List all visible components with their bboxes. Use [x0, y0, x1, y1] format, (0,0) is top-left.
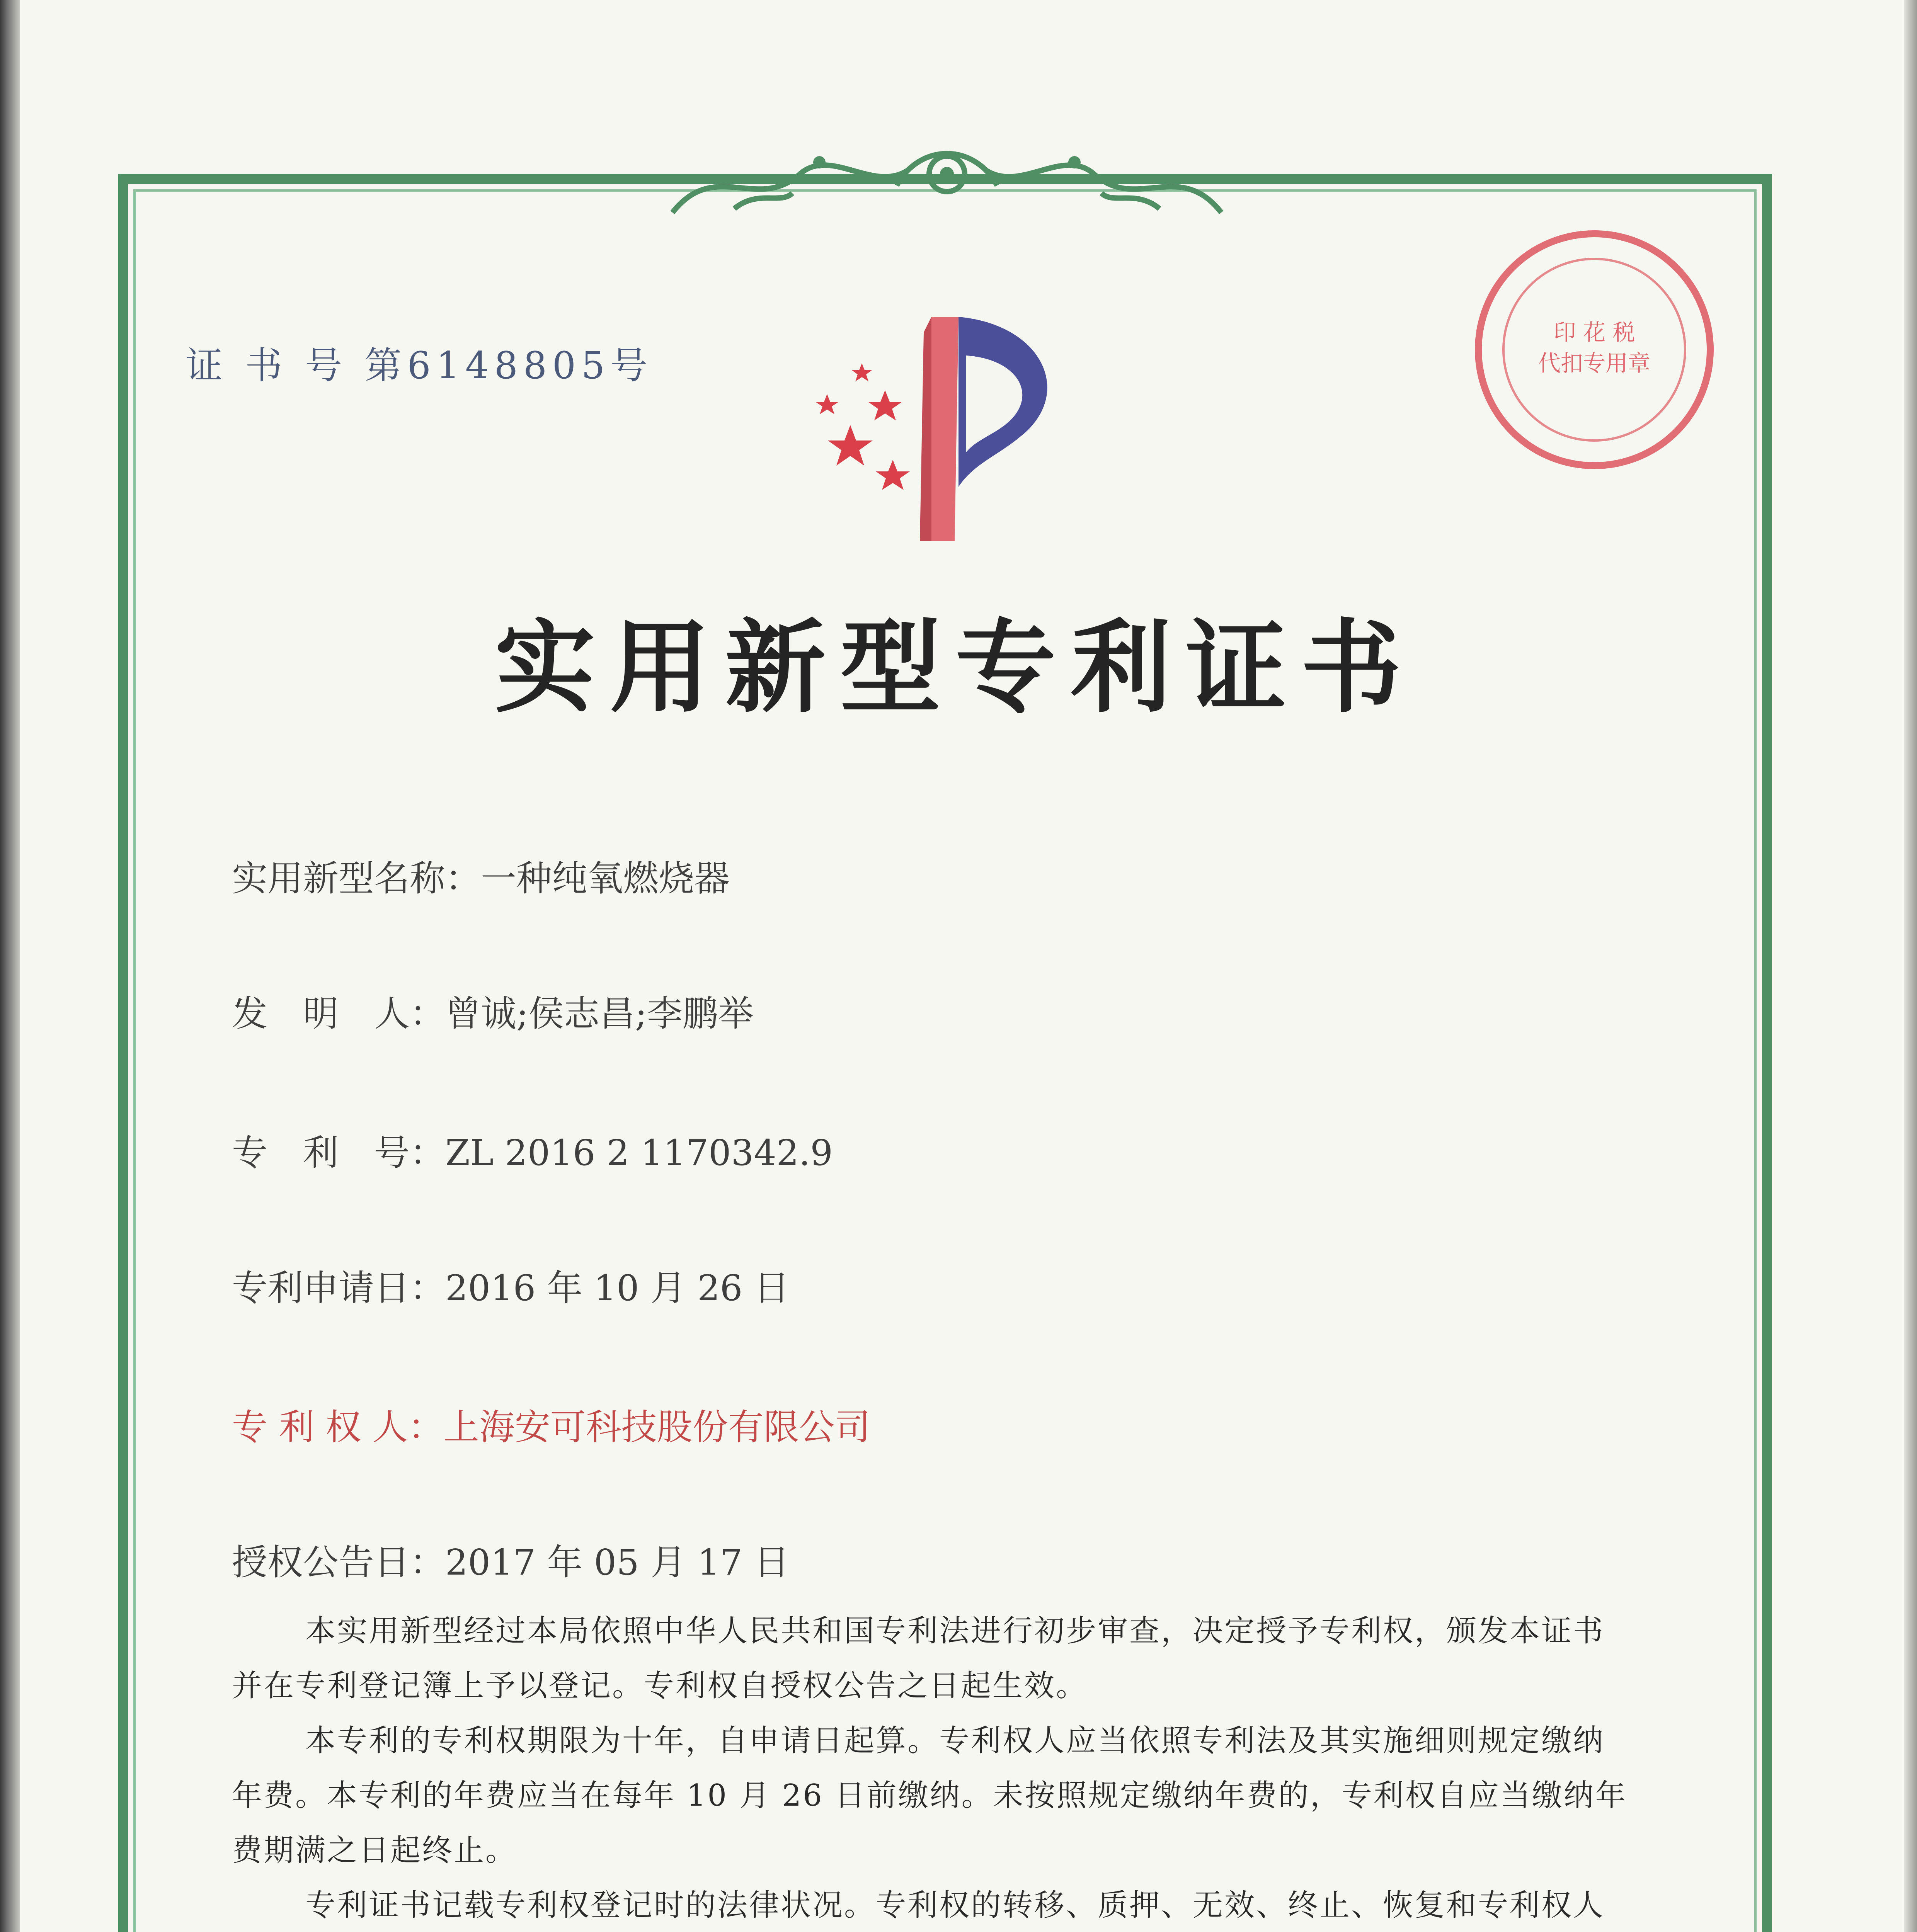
patentee-row: [232, 1399, 870, 1450]
body-paragraph-1: 本实用新型经过本局依照中华人民共和国专利法进行初步审查，决定授予专利权，颁发本证书并在专利登记簿上予以登记。专利权自授权公告之日起生效。: [232, 1614, 1605, 1703]
utility-model-name-row: [232, 850, 730, 901]
grant-date-row: [232, 1534, 790, 1585]
patentee-value: 上海安可科技股份有限公司: [443, 1406, 870, 1448]
filing-date-row: [232, 1260, 790, 1311]
patent-number-row: [232, 1124, 833, 1175]
body-paragraph-3: 专利证书记载专利权登记时的法律状况。专利权的转移、质押、无效、终止、恢复和专利权人: [305, 1888, 1605, 1923]
grant-date-label: 授权公告日：: [232, 1542, 446, 1583]
filing-date-value: 2016 年 10 月 26 日: [445, 1267, 790, 1309]
body-paragraph-2: 本专利的专利权期限为十年，自申请日起算。专利权人应当依照专利法及其实施细则规定缴纳年费。本专利的年费应当在每年 10 月 26 日前缴纳。未按照规定缴纳年费的，专利权自应当缴纳年费期满之日起终止。: [232, 1723, 1627, 1868]
inventor-label: 发 明 人：: [232, 993, 446, 1034]
filing-date-label: 专利申请日：: [232, 1267, 446, 1309]
certificate-body: [232, 1604, 1631, 1932]
sipo-emblem-icon: [804, 309, 1098, 549]
patent-number-value: ZL 2016 2 1170342.9: [445, 1132, 833, 1173]
patentee-label: 专 利 权 人：: [232, 1406, 444, 1448]
svg-text:代扣专用章: 代扣专用章: [1538, 350, 1651, 376]
grant-date-value: 2017 年 05 月 17 日: [445, 1542, 790, 1583]
utility-model-name-value: 一种纯氧燃烧器: [481, 858, 730, 899]
svg-text:印 花 税: 印 花 税: [1553, 319, 1635, 345]
inventor-value: 曾诚;侯志昌;李鹏举: [445, 993, 754, 1034]
certificate-title: 实用新型专利证书: [495, 610, 1416, 726]
scan-edge-right: [1904, 0, 1917, 1932]
tax-stamp-seal-icon: [1469, 224, 1720, 475]
inventor-row: [232, 985, 754, 1036]
utility-model-name-label: 实用新型名称：: [232, 858, 481, 899]
certificate-number: 证 书 号 第6148805号: [186, 344, 653, 387]
top-ornament-icon: [657, 128, 1237, 236]
scan-edge-left: [0, 0, 20, 1932]
patent-number-label: 专 利 号：: [232, 1132, 446, 1173]
